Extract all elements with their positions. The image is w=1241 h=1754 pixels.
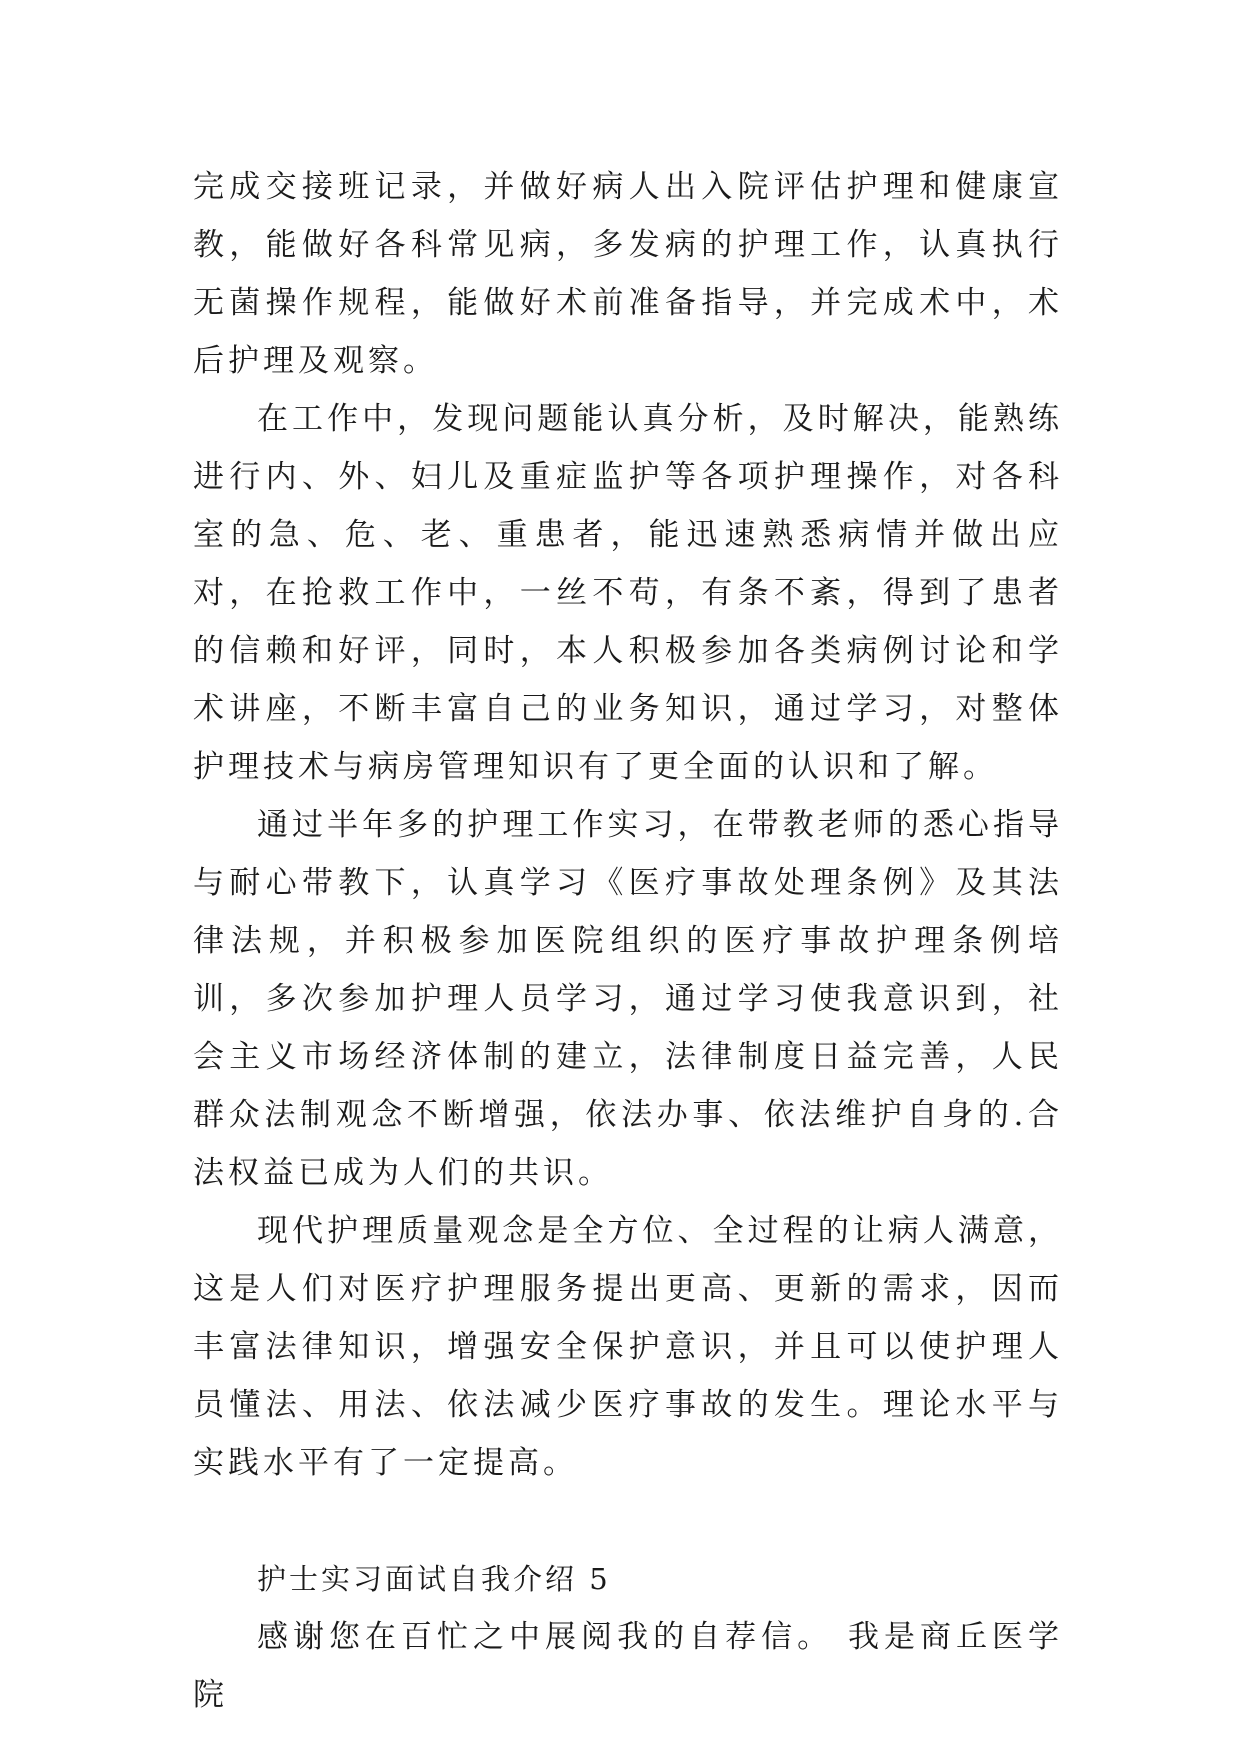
document-body [193,158,1063,1724]
paragraph-legal-study: 通过半年多的护理工作实习，在带教老师的悉心指导与耐心带教下，认真学习《医疗事故处理条例》及其法律法规，并积极参加医院组织的医疗事故护理条例培训，多次参加护理人员学习，通过学习使我意识到，社会主义市场经济体制的建立，法律制度日益完善，人民群众法制观念不断增强，依法办事、依法维护自身的.合法权益已成为人们的共识。 [193,807,1063,1191]
paragraph-work-performance: 在工作中，发现问题能认真分析，及时解决，能熟练进行内、外、妇儿及重症监护等各项护理操作，对各科室的急、危、老、重患者，能迅速熟悉病情并做出应对，在抢救工作中，一丝不苟，有条不紊，得到了患者的信赖和好评，同时，本人积极参加各类病例讨论和学术讲座，不断丰富自己的业务知识，通过学习，对整体护理技术与病房管理知识有了更全面的认识和了解。 [193,401,1063,785]
section-spacer [193,1492,1063,1550]
paragraph-continued: 完成交接班记录，并做好病人出入院评估护理和健康宣教，能做好各科常见病，多发病的护理工作，认真执行无菌操作规程，能做好术前准备指导，并完成术中，术后护理及观察。 [193,169,1063,379]
section-heading: 护士实习面试自我介绍 5 [257,1562,611,1596]
paragraph-nursing-quality: 现代护理质量观念是全方位、全过程的让病人满意，这是人们对医疗护理服务提出更高、更新的需求，因而丰富法律知识，增强安全保护意识，并且可以使护理人员懂法、用法、依法减少医疗事故的发生。理论水平与实践水平有了一定提高。 [193,1213,1063,1481]
paragraph-cover-letter-start: 感谢您在百忙之中展阅我的自荐信。 我是商丘医学院 [193,1619,1063,1713]
